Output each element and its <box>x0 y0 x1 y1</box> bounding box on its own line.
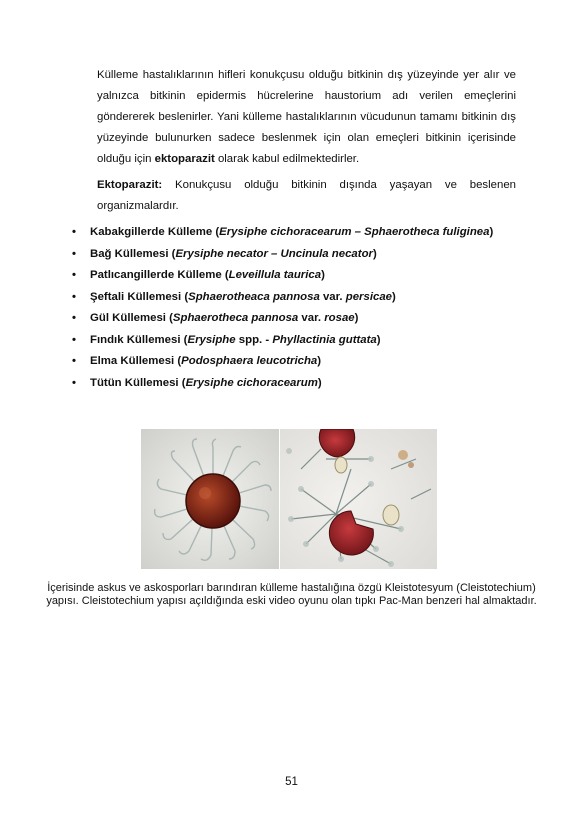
bullet: • <box>72 226 76 238</box>
intro-text-2: olarak kabul edilmektedirler. <box>214 153 360 165</box>
list-item: • Elma Küllemesi (Podosphaera leucotricha) <box>60 351 530 373</box>
definition-text: Konukçusu olduğu bitkinin dışında yaşayan ve beslenen organizmalardır. <box>97 179 516 212</box>
list-item: • Tütün Küllemesi (Erysiphe cichoracearum) <box>60 373 530 395</box>
bullet: • <box>72 269 76 281</box>
bullet: • <box>72 376 76 389</box>
disease-list <box>60 222 530 394</box>
list-item: • Patlıcangillerde Külleme (Leveillula taurica) <box>60 265 530 287</box>
intro-text-1: Külleme hastalıklarının hifleri konukçusu olduğu bitkinin dış yüzeyinde yer alır ve yalnızca bitkinin epidermis hücrelerine haustorium adı verilen emeçlerini göndererek beslenirler. Yani külleme hastalıklarının vücudunun tamamı bitkinin dış yüzeyinde bulunurken sadece beslenmek için olan emeçleri bitkinin içerisinde olduğu için <box>97 69 516 165</box>
definition-term: Ektoparazit: <box>97 179 163 191</box>
left-micrograph <box>141 429 279 569</box>
bullet: • <box>72 333 76 346</box>
bullet: • <box>72 247 76 260</box>
bullet: • <box>72 312 76 324</box>
right-micrograph <box>280 429 437 569</box>
list-item: • Kabakgillerde Külleme (Erysiphe cichoracearum – Sphaerotheca fuliginea) <box>60 222 530 244</box>
intro-bold-term: ektoparazit <box>154 153 215 165</box>
list-item: • Bağ Küllemesi (Erysiphe necator – Uncinula necator) <box>60 244 530 266</box>
definition-paragraph <box>97 175 516 217</box>
figure-caption: İçerisinde askus ve askosporları barındıran külleme hastalığına özgü Kleistotesyum (Cleistotechium) yapısı. Cleistotechium yapısı açıldığında eski video oyunu olan tıpkı Pac-Man benzeri hal almaktadır. <box>46 582 537 607</box>
list-item: • Şeftali Küllemesi (Sphaerotheaca pannosa var. persicae) <box>60 287 530 309</box>
bullet: • <box>72 290 76 303</box>
page-number: 51 <box>285 776 298 788</box>
cleistothecium-figure <box>141 429 437 569</box>
micrograph-image <box>141 429 437 569</box>
intro-paragraph <box>97 65 516 170</box>
list-item: • Fındık Küllemesi (Erysiphe spp. - Phyllactinia guttata) <box>60 330 530 352</box>
list-item: • Gül Küllemesi (Sphaerotheca pannosa var. rosae) <box>60 308 530 330</box>
bullet: • <box>72 355 76 367</box>
